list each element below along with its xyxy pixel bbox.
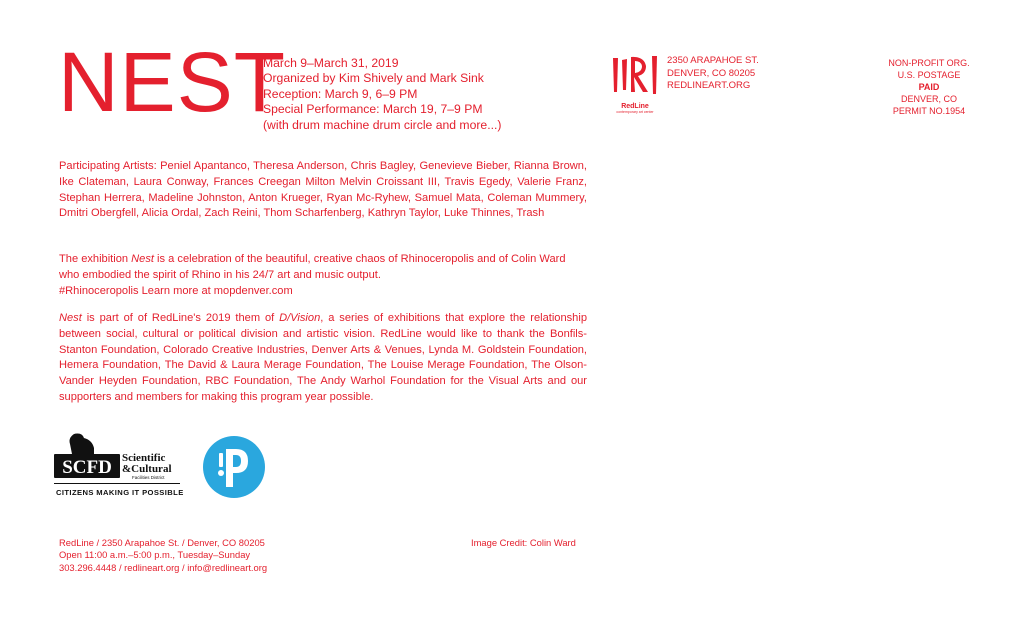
postage-paid: PAID (918, 82, 940, 92)
return-address-city: DENVER, CO 80205 (667, 67, 756, 79)
scfd-abbr: SCFD (62, 457, 112, 478)
scfd-name-3: Facilities District (132, 475, 165, 480)
postage-org: NON-PROFIT ORG. (888, 58, 970, 68)
redline-logo (604, 52, 666, 114)
redline-logo-tagline: contemporary art center (616, 110, 654, 114)
participating-artists: Participating Artists: Peniel Apantanco, Theresa Anderson, Chris Bagley, Genevieve Bieber, Rianna Brown, Ike Clateman, Laura Conway, Frances Creegan Milton Melvin Croissant III, Travis Egedy, Valerie Franz, Stephan Herrera, Madeline Johnston, Anton Krueger, Ryan Mc-Ryhew, Samuel Mata, Coleman Mummery, Dmitri Obergfell, Alicia Ordal, Zach Reini, Thom Scharfenberg, Kathryn Taylor, Luke Thinnes, Trash (59, 160, 587, 220)
series-description (59, 311, 587, 406)
return-address (667, 55, 759, 93)
event-performance-note: (with drum machine drum circle and more...) (263, 117, 502, 132)
event-dates: March 9–March 31, 2019 (263, 56, 399, 70)
postage-permit: PERMIT NO.1954 (892, 106, 966, 116)
footer-contact (59, 537, 267, 574)
footer-hours: Open 11:00 a.m.–5:00 p.m., Tuesday–Sunday (59, 549, 251, 561)
event-organizers: Organized by Kim Shively and Mark Sink (263, 71, 484, 86)
description-title: Nest (131, 253, 154, 265)
footer-address: RedLine / 2350 Arapahoe St. / Denver, CO 80205 (59, 537, 265, 548)
series-text-cont: , a series of exhibitions that explore the relationship between social, cultural or political division and artistic vision. RedLine would like to thank the Bonfils-Stanton Foundation, Colorado Creative Industries, Denver Arts & Venues, Lynda M. Goldstein Foundation, Hemera Foundation, The David & Laura Merage Foundation, The Louise Merage Foundation, The Olson-Vander Heyden Foundation, RBC Foundation, The Andy Warhol Foundation for the Visual Arts and our supporters and members for making this program year possible. (59, 312, 587, 403)
description-text: The exhibition (59, 253, 132, 265)
redline-logo-name: RedLine (621, 103, 649, 110)
learn-more-link[interactable]: #Rhinoceropolis Learn more at mopdenver.com (59, 284, 293, 297)
event-reception: Reception: March 9, 6–9 PM (263, 86, 418, 101)
footer-contact-info[interactable]: 303.296.4448 / redlineart.org / info@redlineart.org (59, 561, 268, 573)
scfd-name-1: Scientific (122, 452, 166, 464)
event-details (263, 56, 501, 133)
series-theme: D/Vision (279, 312, 321, 324)
scfd-tagline: CITIZENS MAKING IT POSSIBLE (56, 488, 184, 497)
return-address-website: REDLINEART.ORG (667, 80, 751, 91)
postage-us: U.S. POSTAGE (897, 70, 961, 80)
return-address-street: 2350 ARAPAHOE ST. (667, 55, 759, 66)
postage-indicia (882, 57, 976, 117)
series-text: is part of of RedLine's 2019 them of (81, 312, 280, 324)
series-title: Nest (59, 312, 82, 324)
scfd-logo (52, 432, 184, 502)
postage-city: DENVER, CO (900, 94, 957, 104)
description-text-cont: is a celebration of the beautiful, creative chaos of Rhinoceropolis and of Colin Ward who embodied the spirit of Rhino in his 24/7 art and music output. (59, 253, 566, 281)
scfd-name-2: &Cultural (122, 463, 172, 475)
exhibition-title: NEST (58, 35, 287, 129)
exhibition-description (59, 252, 587, 299)
event-performance: Special Performance: March 19, 7–9 PM (263, 102, 483, 117)
redline-mark-icon (604, 52, 666, 98)
image-credit: Image Credit: Colin Ward (471, 537, 576, 548)
mop-logo (202, 435, 266, 499)
